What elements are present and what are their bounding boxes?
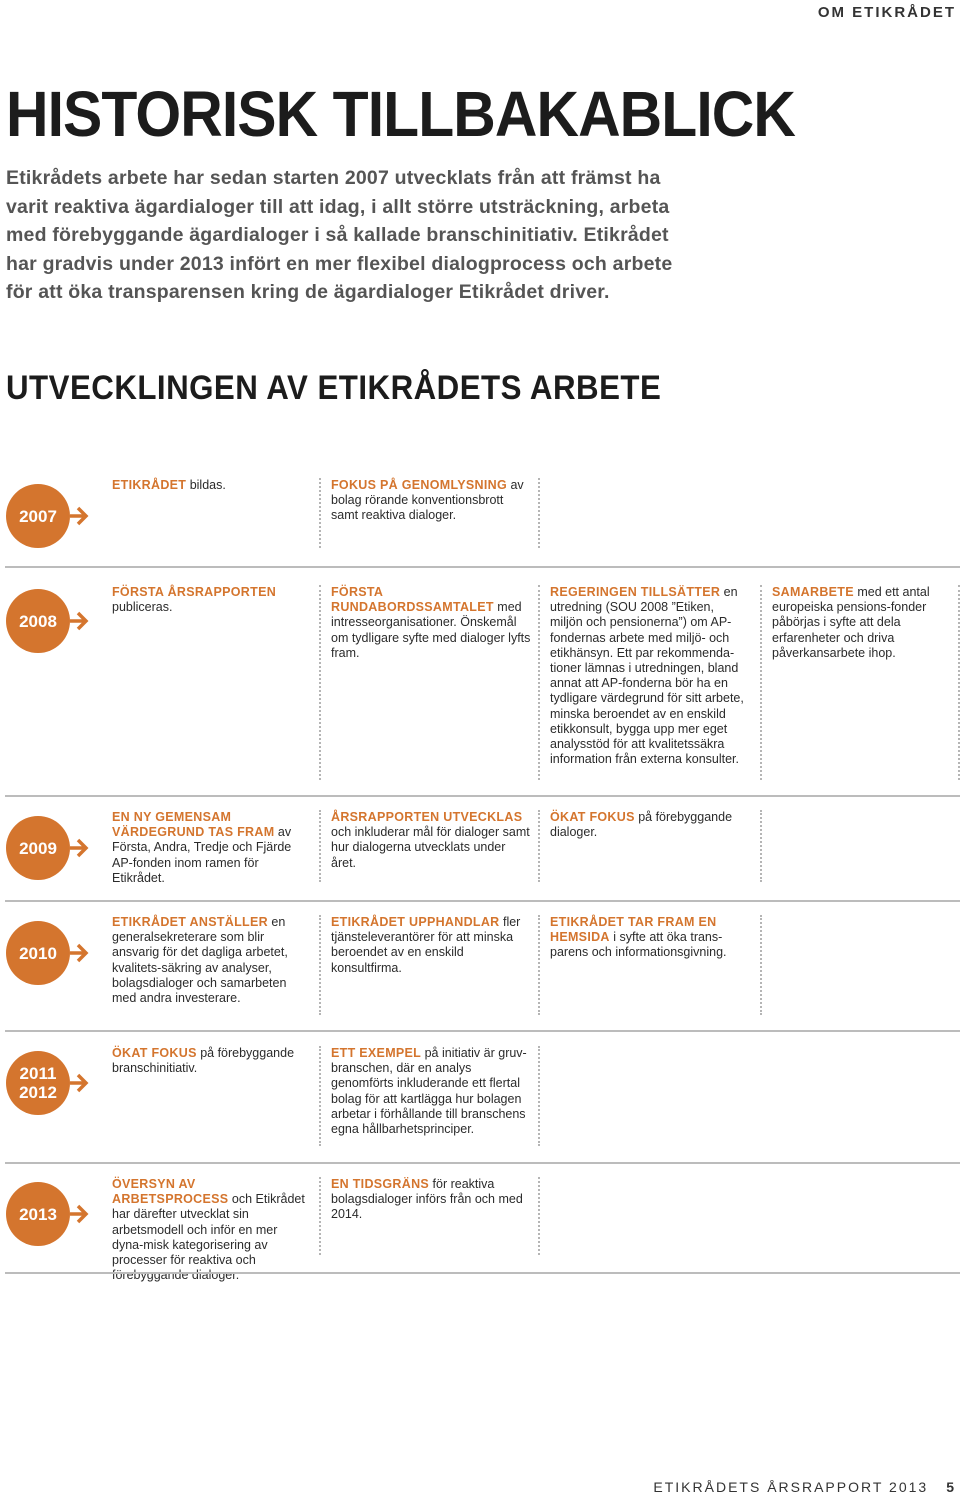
row-separator (5, 900, 960, 902)
year-badge (6, 921, 70, 985)
row-separator (5, 1162, 960, 1164)
entry-highlight: ÖKAT FOKUS (112, 1046, 197, 1060)
row-separator (5, 1272, 960, 1274)
entry-highlight: FÖRSTA ÅRSRAPPORTEN (112, 585, 277, 599)
year-badge (6, 589, 70, 653)
year-label: 2007 (19, 506, 57, 526)
entry-highlight: FÖRSTA RUNDABORDSSAMTALET (331, 585, 494, 615)
section-subtitle: UTVECKLINGEN AV ETIKRÅDETS ARBETE (6, 369, 662, 407)
year-badge (6, 1051, 70, 1115)
timeline-entry (550, 810, 750, 840)
entry-text: på initiativ är gruv-branschen, där en analys genomförts inkluderande ett flertal bolag för att kartlägga hur bolagen arbetar i förhållande till branschens egna hållbarhetsprinciper. (331, 1046, 527, 1137)
entry-highlight: ÖKAT FOKUS (550, 810, 635, 824)
column-divider (538, 1046, 540, 1146)
entry-text: i syfte att öka trans-parens och informationsgivning. (550, 930, 727, 960)
entry-text: och Etikrådet har därefter utvecklat sin arbetsmodell och inför en mer dyna-misk kategorisering av processer för reaktiva och förebyggande dialoger. (112, 1192, 305, 1283)
year-label: 2012 (19, 1083, 57, 1102)
entry-highlight: ÅRSRAPPORTEN UTVECKLAS (331, 810, 523, 824)
arrow-right-icon (70, 1072, 92, 1094)
entry-text: av Första, Andra, Tredje och Fjärde AP-fonden inom ramen för Etikrådet. (112, 825, 292, 885)
arrow-right-icon (70, 942, 92, 964)
entry-text: av bolag rörande konventionsbrott samt reaktiva dialoger. (331, 478, 524, 523)
column-divider (319, 1177, 321, 1255)
timeline-entry (112, 585, 312, 615)
entry-highlight: REGERINGEN TILLSÄTTER (550, 585, 721, 599)
arrow-right-icon (70, 610, 92, 632)
column-divider (319, 585, 321, 780)
year-label: 2009 (19, 838, 57, 858)
column-divider (319, 915, 321, 1015)
column-divider (319, 810, 321, 882)
page-number: 5 (946, 1479, 954, 1495)
timeline-entry (112, 915, 312, 1006)
row-separator (5, 1030, 960, 1032)
entry-highlight: ETIKRÅDET TAR FRAM EN HEMSIDA (550, 915, 717, 945)
timeline-entry (331, 915, 531, 976)
entry-text: med ett antal europeiska pensions-fonder påbörjas i syfte att dela erfarenheter och driva påverkansarbete ihop. (772, 585, 930, 660)
entry-text: fler tjänsteleverantörer för att minska beroendet av en enskild konsultfirma. (331, 915, 521, 975)
timeline-entry (112, 1046, 312, 1076)
timeline-entry (331, 810, 531, 871)
column-divider (538, 1177, 540, 1255)
entry-text: bildas. (186, 478, 226, 492)
entry-highlight: FOKUS PÅ GENOMLYSNING (331, 478, 507, 492)
entry-highlight: ETIKRÅDET UPPHANDLAR (331, 915, 500, 929)
column-divider (538, 810, 540, 882)
entry-highlight: ETIKRÅDET ANSTÄLLER (112, 915, 268, 929)
entry-text: för reaktiva bolagsdialoger införs från och med 2014. (331, 1177, 523, 1222)
section-tag: OM ETIKRÅDET (817, 4, 956, 21)
entry-text: publiceras. (112, 600, 173, 615)
entry-text: på förebyggande branschinitiativ. (112, 1046, 295, 1076)
page-title: HISTORISK TILLBAKABLICK (6, 78, 795, 150)
timeline-entry (112, 1177, 312, 1283)
timeline-entry (550, 585, 750, 767)
timeline-entry (550, 915, 750, 961)
entry-text: och inkluderar mål för dialoger samt hur dialogerna utvecklats under året. (331, 825, 530, 870)
report-title: ETIKRÅDETS ÅRSRAPPORT 2013 (653, 1479, 929, 1495)
timeline-entry (331, 1177, 531, 1223)
entry-highlight: SAMARBETE (772, 585, 854, 599)
column-divider (538, 585, 540, 780)
column-divider (538, 478, 540, 548)
column-divider (760, 915, 762, 1015)
entry-text: på förebyggande dialoger. (550, 810, 733, 840)
column-divider (760, 810, 762, 882)
column-divider (319, 478, 321, 548)
entry-text: en generalsekreterare som blir ansvarig för det dagliga arbetet, kvalitets-säkring av analyser, bolagsdialoger och samarbeten med andra investerare. (112, 915, 288, 1006)
page-footer (653, 1479, 954, 1495)
arrow-right-icon (70, 505, 92, 527)
entry-text: med intresseorganisationer. Önskemål om tydligare syfte med dialoger lyfts fram. (331, 600, 531, 660)
year-badge (6, 1182, 70, 1246)
column-divider (538, 915, 540, 1015)
row-separator (5, 795, 960, 797)
timeline-entry (331, 478, 531, 524)
timeline-entry (331, 1046, 531, 1137)
year-label: 2011 (19, 1064, 57, 1083)
entry-highlight: ETT EXEMPEL (331, 1046, 422, 1060)
intro-paragraph: Etikrådets arbete har sedan starten 2007 utvecklats från att främst ha varit reaktiva ägardialoger till att idag, i allt större utsträckning, arbeta med förebyggande ägardialoger i så kallade branschinitiativ. Etikrådet har gradvis under 2013 infört en mer flexibel dialogprocess och arbete för att öka transparensen kring de ägardialoger Etikrådet driver. (6, 167, 673, 303)
row-separator (5, 566, 960, 568)
entry-highlight: EN NY GEMENSAM VÄRDEGRUND TAS FRAM (112, 810, 275, 840)
column-divider (319, 1046, 321, 1146)
timeline-entry (772, 585, 942, 661)
arrow-right-icon (70, 1203, 92, 1225)
arrow-right-icon (70, 837, 92, 859)
year-label: 2008 (19, 611, 57, 631)
year-badge (6, 816, 70, 880)
year-badge (6, 484, 70, 548)
entry-text: en utredning (SOU 2008 ”Etiken, miljön och pensionerna”) om AP-fondernas arbete med miljö- och etikhänsyn. Ett par rekommenda-tioner lämnas i utredningen, bland annat att AP-fonderna bör ha en tydligare värdegrund för sitt arbete, minska beroendet av en enskild etikkonsult, bygga upp mer eget analysstöd för att kvalitetssäkra information från externa konsulter. (550, 585, 744, 767)
entry-highlight: ÖVERSYN AV ARBETSPROCESS (112, 1177, 229, 1207)
entry-highlight: EN TIDSGRÄNS (331, 1177, 430, 1191)
year-label: 2010 (19, 943, 57, 963)
timeline-entry (112, 810, 312, 886)
timeline-entry (112, 478, 312, 493)
entry-highlight: ETIKRÅDET (112, 478, 187, 492)
timeline-entry (331, 585, 531, 661)
year-label: 2013 (19, 1204, 57, 1224)
column-divider (760, 585, 762, 780)
